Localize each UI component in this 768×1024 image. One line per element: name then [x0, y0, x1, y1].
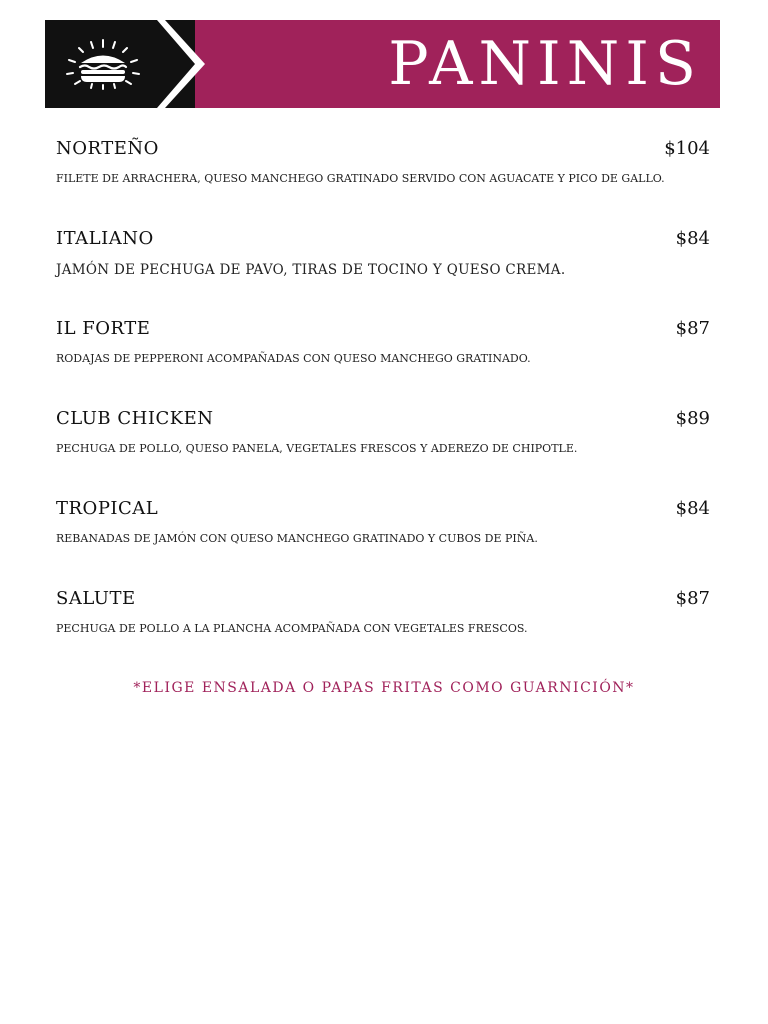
- item-name: ITALIANO: [56, 228, 154, 249]
- sandwich-icon: [61, 36, 145, 92]
- item-price: $87: [675, 588, 710, 609]
- item-price: $104: [664, 138, 710, 159]
- menu-item: [56, 498, 710, 588]
- item-price: $84: [675, 228, 710, 249]
- side-dish-note: *ELIGE ENSALADA O PAPAS FRITAS COMO GUARNICIÓN*: [133, 680, 635, 696]
- menu-list: [56, 138, 710, 678]
- menu-item: [56, 138, 710, 228]
- item-description: PECHUGA DE POLLO, QUESO PANELA, VEGETALES FRESCOS Y ADEREZO DE CHIPOTLE.: [56, 442, 578, 455]
- item-price: $84: [675, 498, 710, 519]
- item-name: NORTEÑO: [56, 138, 159, 159]
- item-description: REBANADAS DE JAMÓN CON QUESO MANCHEGO GRATINADO Y CUBOS DE PIÑA.: [56, 532, 538, 545]
- item-price: $89: [675, 408, 710, 429]
- item-description: FILETE DE ARRACHERA, QUESO MANCHEGO GRATINADO SERVIDO CON AGUACATE Y PICO DE GALLO.: [56, 172, 665, 185]
- header-banner: [45, 20, 720, 108]
- menu-item: [56, 588, 710, 678]
- banner-chevron: [157, 20, 205, 108]
- item-price: $87: [675, 318, 710, 339]
- item-description: JAMÓN DE PECHUGA DE PAVO, TIRAS DE TOCINO Y QUESO CREMA.: [56, 262, 566, 278]
- item-name: TROPICAL: [56, 498, 159, 519]
- item-description: PECHUGA DE POLLO A LA PLANCHA ACOMPAÑADA CON VEGETALES FRESCOS.: [56, 622, 528, 635]
- page-title: PANINIS: [388, 29, 702, 99]
- menu-item: [56, 408, 710, 498]
- item-description: RODAJAS DE PEPPERONI ACOMPAÑADAS CON QUESO MANCHEGO GRATINADO.: [56, 352, 531, 365]
- item-name: IL FORTE: [56, 318, 151, 339]
- item-name: CLUB CHICKEN: [56, 408, 214, 429]
- menu-item: [56, 228, 710, 318]
- menu-item: [56, 318, 710, 408]
- item-name: SALUTE: [56, 588, 136, 609]
